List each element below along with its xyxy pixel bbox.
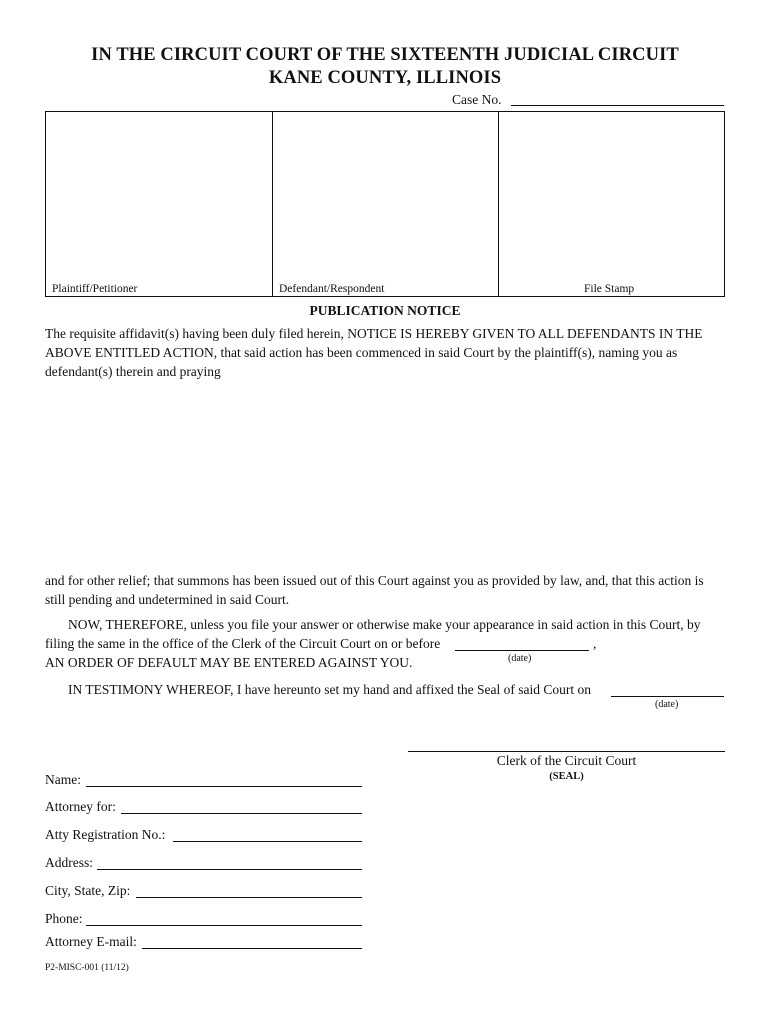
relief-paragraph: and for other relief; that summons has been issued out of this Court against you as provided by law, and, that this action is still pending and undetermined in said Court. bbox=[45, 573, 704, 607]
seal-date-caption: (date) bbox=[655, 699, 679, 710]
attorney-email-field[interactable] bbox=[142, 948, 362, 949]
phone-field[interactable] bbox=[86, 925, 362, 926]
date-caption: (date) bbox=[508, 653, 532, 664]
file-stamp-label: File Stamp bbox=[584, 283, 635, 295]
defendant-field[interactable] bbox=[273, 112, 498, 282]
clerk-label: Clerk of the Circuit Court bbox=[496, 753, 637, 768]
plaintiff-label: Plaintiff/Petitioner bbox=[52, 283, 138, 295]
seal-date-field[interactable] bbox=[611, 696, 724, 697]
address-label: Address: bbox=[45, 855, 93, 870]
notice-title: PUBLICATION NOTICE bbox=[309, 303, 461, 318]
caption-divider bbox=[498, 112, 499, 296]
court-title: IN THE CIRCUIT COURT OF THE SIXTEENTH JUDICIAL CIRCUIT bbox=[91, 45, 679, 65]
attorney-for-field[interactable] bbox=[121, 813, 362, 814]
seal-label: (SEAL) bbox=[549, 771, 584, 782]
testimony-line: IN TESTIMONY WHEREOF, I have hereunto set my hand and affixed the Seal of said Court on bbox=[68, 682, 591, 697]
atty-registration-label: Atty Registration No.: bbox=[45, 827, 166, 842]
therefore-line-1: NOW, THEREFORE, unless you file your answer or otherwise make your appearance in said action in this Court, by bbox=[68, 617, 701, 632]
prayer-text-area[interactable] bbox=[45, 384, 725, 564]
comma: , bbox=[593, 636, 597, 651]
default-warning: AN ORDER OF DEFAULT MAY BE ENTERED AGAINST YOU. bbox=[45, 655, 413, 670]
attorney-email-label: Attorney E-mail: bbox=[45, 934, 137, 949]
plaintiff-field[interactable] bbox=[46, 112, 271, 282]
case-no-field[interactable] bbox=[511, 105, 724, 106]
city-state-zip-label: City, State, Zip: bbox=[45, 883, 131, 898]
clerk-signature-field[interactable] bbox=[408, 751, 725, 752]
name-label: Name: bbox=[45, 772, 81, 787]
phone-label: Phone: bbox=[45, 911, 83, 926]
attorney-for-label: Attorney for: bbox=[45, 799, 116, 814]
name-field[interactable] bbox=[86, 786, 362, 787]
case-no-label: Case No. bbox=[452, 92, 502, 107]
form-id: P2-MISC-001 (11/12) bbox=[45, 963, 129, 973]
address-field[interactable] bbox=[97, 869, 362, 870]
county-title: KANE COUNTY, ILLINOIS bbox=[268, 68, 502, 88]
defendant-label: Defendant/Respondent bbox=[279, 283, 385, 295]
atty-registration-field[interactable] bbox=[173, 841, 362, 842]
answer-date-field[interactable] bbox=[455, 650, 589, 651]
notice-intro: The requisite affidavit(s) having been duly filed herein, NOTICE IS HEREBY GIVEN TO ALL DEFENDANTS IN THE ABOVE ENTITLED ACTION, that said action has been commenced in said Court by the plaintiff(s), naming you as defendant(s) therein and praying bbox=[45, 326, 703, 379]
city-state-zip-field[interactable] bbox=[136, 897, 362, 898]
therefore-line-2: filing the same in the office of the Clerk of the Circuit Court on or before bbox=[45, 636, 441, 651]
